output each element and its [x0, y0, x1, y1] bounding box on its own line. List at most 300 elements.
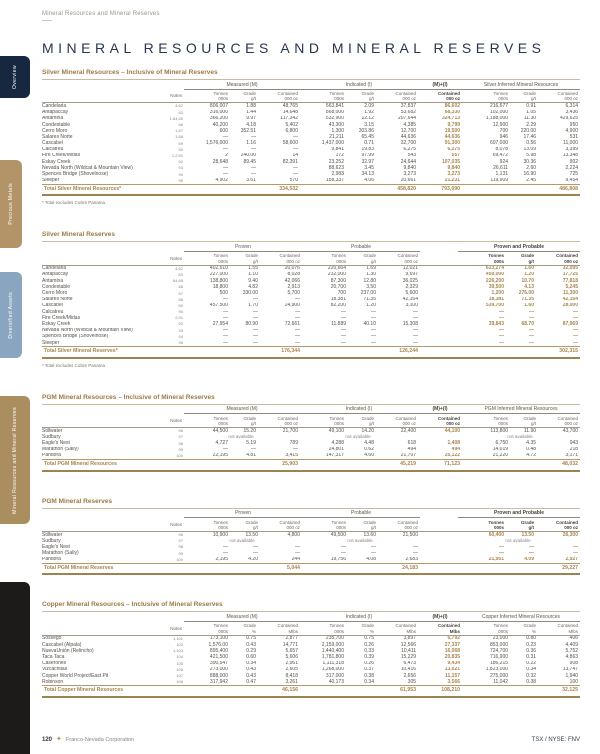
value-cell: 20,835 [444, 654, 461, 660]
data-table [42, 611, 580, 697]
value-cell: 10.70 [521, 278, 534, 284]
value-cell: 2,605 [285, 666, 298, 673]
value-cell: 37,837 [400, 102, 417, 109]
value-cell: 1,131 [495, 171, 509, 177]
column-header: Contained 000 oz [536, 518, 580, 532]
total-value [506, 347, 536, 358]
value-cell: 21,707 [400, 452, 417, 459]
total-row [42, 686, 580, 697]
value-cell: — [223, 327, 228, 334]
value-cell: 724,700 [489, 648, 509, 654]
value-cell: 40.10 [363, 321, 376, 327]
value-cell: 0.80 [526, 635, 537, 642]
value-cell: — [251, 134, 256, 140]
row-notes: 98 [178, 440, 183, 446]
value-cell: 25,122 [444, 452, 461, 459]
value-cell: 0.43 [246, 672, 256, 679]
value-cell: 227,000 [209, 271, 228, 278]
total-label: Total Silver Mineral Reserves* [42, 347, 184, 358]
value-cell: 6,800 [285, 128, 298, 134]
total-value: 24,183 [378, 563, 420, 574]
column-header: Grade g/t [230, 251, 260, 265]
value-cell: 4.09 [524, 556, 534, 563]
row-name: Eagle's Nest [42, 440, 70, 447]
value-cell: 1,437,000 [321, 140, 344, 147]
row-notes: 66 [178, 284, 183, 290]
value-cell: 27,954 [212, 321, 228, 327]
value-cell: — [573, 327, 578, 334]
value-cell: 8,418 [285, 672, 298, 679]
value-cell: — [251, 165, 256, 171]
value-cell: — [529, 327, 534, 334]
value-cell: 107,035 [441, 159, 461, 165]
row-name: Calcatreu [42, 309, 64, 315]
value-cell: 3,399 [565, 146, 579, 153]
value-cell: — [573, 333, 578, 340]
row-name: Sleeper [42, 177, 60, 184]
column-header: Contained 000 oz [536, 251, 580, 265]
row-name: Calcatreu [42, 146, 64, 153]
column-group-header: Indicated (I) [300, 612, 418, 622]
value-cell: 220.00 [520, 128, 537, 134]
value-cell: 0.34 [246, 660, 256, 667]
value-cell: 1.55 [248, 265, 258, 272]
total-value [510, 686, 538, 697]
value-cell: 0.36 [526, 648, 537, 654]
row-notes: 95 [178, 177, 183, 183]
total-value [346, 460, 376, 471]
total-value [510, 460, 538, 471]
total-value [300, 184, 346, 195]
value-cell: 316,000 [209, 109, 228, 116]
sidebar-tab-mineral-resources-and-mineral-reserves [0, 396, 30, 524]
value-cell: 1.30 [366, 271, 376, 278]
value-cell: 100 [569, 679, 579, 685]
page-footer [42, 736, 580, 743]
value-cell: 276.00 [518, 290, 534, 297]
value-cell: — [293, 146, 298, 153]
column-header: Tonnes 000s [184, 518, 230, 532]
value-cell: 895,400 [209, 648, 228, 654]
column-group-header: Measured (M) [184, 80, 300, 90]
value-cell: 235,700 [325, 635, 344, 642]
value-cell: 11,300 [562, 290, 578, 297]
value-cell: — [371, 333, 376, 340]
total-label: Total Silver Mineral Resources* [42, 184, 184, 195]
column-group-header: (M)+(I) [418, 404, 462, 414]
value-cell: 18,381 [488, 296, 504, 303]
section-title: PGM Mineral Reserves [42, 497, 113, 505]
column-header: Contained Mlbs [418, 621, 462, 635]
total-label: Total Copper Mineral Resources [42, 686, 184, 697]
value-cell: 2 [225, 152, 228, 159]
value-cell: 3,436 [565, 109, 579, 116]
row-notes: 96 [178, 428, 183, 434]
value-cell: 543 [407, 152, 417, 159]
value-cell: 1,576.00 [208, 641, 228, 648]
value-cell: 2,656 [403, 672, 417, 679]
value-cell: 216,677 [489, 102, 509, 109]
value-cell: 42,164 [562, 296, 578, 303]
row-name: Stillwater [42, 427, 63, 434]
value-cell: 0.26 [364, 641, 374, 648]
value-cell: 32,700 [400, 140, 417, 147]
row-name: Sossego [42, 635, 62, 642]
section-title: Silver Mineral Resources – Inclusive of Mineral Reserves [42, 69, 218, 76]
value-cell: 17,725 [562, 271, 578, 278]
column-group-header: Proven and Probable [458, 508, 580, 518]
row-name: Spences Bridge (Shovelnose) [42, 333, 109, 340]
value-cell: — [223, 544, 228, 550]
value-cell: — [341, 339, 346, 346]
row-name: Condestable [42, 284, 71, 290]
value-cell: 71.35 [363, 296, 376, 303]
column-header: Contained 000 oz [258, 89, 300, 103]
value-cell: 6,792 [447, 635, 461, 642]
value-cell: — [499, 315, 504, 321]
value-cell: — [573, 309, 578, 315]
value-cell: 24,900 [284, 302, 300, 309]
value-cell: — [371, 327, 376, 334]
total-value [230, 563, 260, 574]
column-header: Contained 000 oz [418, 414, 462, 428]
value-cell: 3,897 [403, 635, 417, 642]
value-cell: — [413, 544, 418, 550]
value-cell: 207,644 [397, 115, 417, 122]
value-cell: 9,841 [331, 146, 344, 153]
notes-column-header: Notes [42, 621, 184, 635]
column-header: Tonnes 000s [462, 621, 510, 635]
value-cell: 531 [569, 134, 579, 140]
row-notes: 105 [176, 660, 183, 666]
value-cell: — [253, 333, 258, 340]
value-cell: 4.06 [364, 177, 374, 184]
value-cell: 218 [569, 446, 579, 453]
total-value: 45,219 [376, 460, 418, 471]
value-cell: — [223, 446, 228, 453]
row-notes: 1,2,91 [171, 152, 183, 158]
row-name: Copper World Project/East Pit [42, 672, 109, 679]
value-cell: 500 [219, 290, 228, 297]
column-header: Tonnes 000s [458, 518, 506, 532]
column-group-header: Measured (M) [184, 404, 300, 414]
value-cell: 244 [291, 556, 300, 563]
value-cell: 89.45 [243, 159, 256, 165]
value-cell: 1,440,400 [321, 648, 344, 654]
row-name: Cascabel [42, 140, 63, 147]
value-cell: — [295, 296, 300, 303]
value-cell: 0.43 [246, 641, 256, 648]
value-cell: 0.26 [364, 660, 374, 667]
value-cell: 0.38 [364, 672, 374, 679]
value-cell: 49,100 [328, 427, 344, 434]
not-available-cell: not available [229, 538, 255, 543]
value-cell: 700 [337, 290, 346, 297]
total-value [462, 686, 510, 697]
value-cell: — [573, 339, 578, 346]
table-row [42, 428, 580, 435]
value-cell: 12,566 [400, 641, 417, 648]
value-cell: 402,610 [209, 265, 228, 272]
value-cell: 9,799 [447, 121, 461, 128]
value-cell: 68.70 [521, 321, 534, 327]
column-group-header: (M)+(I) [418, 80, 462, 90]
total-value [230, 686, 258, 697]
value-cell: 5,657 [285, 648, 298, 654]
column-header: Tonnes 000s [300, 414, 346, 428]
value-cell: 1,200 [491, 290, 504, 297]
value-cell: 1.88 [246, 102, 256, 109]
table-row [42, 103, 580, 110]
row-name: Salares Norte [42, 134, 73, 140]
data-table [42, 508, 580, 576]
value-cell: 13.09 [523, 146, 537, 153]
row-notes: 69 [178, 140, 183, 146]
column-header: Grade g/t [506, 518, 536, 532]
value-cell: — [341, 315, 346, 321]
value-cell: 4.81 [246, 452, 256, 459]
total-value [184, 686, 230, 697]
row-name: Fire Creek/Midas [42, 315, 81, 321]
value-cell: 2,195 [215, 556, 228, 563]
notes-column-header: Notes [42, 89, 184, 103]
value-cell: 6,275 [403, 146, 417, 153]
value-cell: 44,500 [212, 427, 228, 434]
column-header: Contained 000 oz [418, 89, 462, 103]
value-cell: 173,100 [209, 635, 228, 642]
total-value [462, 460, 510, 471]
value-cell: — [413, 315, 418, 321]
value-cell: 2,683 [405, 556, 418, 563]
value-cell: 4.82 [248, 284, 258, 290]
total-value: 48,032 [538, 460, 580, 471]
value-cell: 8,028 [287, 271, 300, 278]
not-available-cell: not available [228, 434, 254, 440]
column-header: Grade % [510, 621, 538, 635]
value-cell: 23,252 [328, 159, 344, 165]
row-name: Nevada North (Wildcat & Mountain View) [42, 327, 133, 334]
value-cell: — [293, 165, 298, 171]
value-cell: 0.34 [526, 666, 537, 673]
column-header: Grade g/t [348, 251, 378, 265]
value-cell: 11.90 [523, 427, 537, 434]
column-header: Grade g/t [510, 414, 538, 428]
column-group-header: Indicated (I) [300, 80, 418, 90]
value-cell: 4,863 [565, 654, 579, 660]
footer-left [42, 736, 134, 743]
row-notes: 99 [178, 446, 183, 452]
value-cell: 3.45 [364, 165, 374, 171]
value-cell: 9.40 [248, 278, 258, 284]
total-value [510, 184, 538, 195]
total-value [346, 184, 376, 195]
value-cell: 618 [407, 440, 417, 447]
value-cell: 3,100 [405, 302, 418, 309]
row-name: Condestable [42, 121, 71, 128]
value-cell: 406 [569, 635, 579, 642]
column-header: Grade % [346, 621, 376, 635]
row-notes: 108 [176, 679, 183, 685]
column-header: Contained Mlbs [258, 621, 300, 635]
row-name: Cerro Moro [42, 290, 68, 297]
value-cell: 4.60 [364, 452, 374, 459]
value-cell: 716,900 [489, 654, 509, 660]
value-cell: — [253, 327, 258, 334]
value-cell: — [529, 550, 534, 557]
value-cell: 2.09 [364, 102, 374, 109]
table-footnote: * Total excludes Cobre Panama [42, 362, 105, 368]
value-cell: — [499, 544, 504, 550]
column-group-header: Indicated (I) [300, 404, 418, 414]
column-header: Grade g/t [346, 89, 376, 103]
column-header: Contained Mlbs [538, 621, 580, 635]
value-cell: 232,000 [327, 271, 346, 278]
table-footnote: * Total excludes Cobre Panama [42, 200, 105, 206]
value-cell: 3.15 [364, 121, 374, 128]
value-cell: 0.37 [364, 666, 374, 673]
sidebar-tab-diversified-assets [0, 272, 22, 358]
value-cell: 20,076 [284, 265, 300, 272]
value-cell: 317,000 [325, 672, 344, 679]
value-cell: — [499, 550, 504, 557]
column-header: Grade g/t [230, 414, 258, 428]
value-cell: 0.39 [364, 654, 374, 660]
column-header: Tonnes 000s [184, 621, 230, 635]
breadcrumb-rule [42, 20, 52, 21]
value-cell: — [499, 327, 504, 334]
value-cell: 570 [289, 177, 298, 184]
company-name: Franco-Nevada Corporation [65, 736, 135, 743]
value-cell: — [341, 309, 346, 315]
total-value [302, 347, 348, 358]
value-cell: 908 [569, 660, 579, 667]
value-cell: — [413, 339, 418, 346]
stock-ticker: TSX / NYSE: FNV [531, 736, 580, 743]
value-cell: 138,800 [209, 278, 228, 284]
column-header: Contained 000 oz [376, 89, 418, 103]
column-header: Grade g/t [510, 89, 538, 103]
value-cell: 19.83 [361, 146, 374, 153]
row-notes: 1,103 [172, 648, 183, 654]
value-cell: — [251, 446, 256, 453]
value-cell: 3,261 [285, 679, 298, 685]
value-cell: 1,111,318 [322, 660, 344, 667]
column-group-header: Silver Inferred Mineral Resources [462, 80, 580, 90]
value-cell: 5,752 [565, 648, 579, 654]
row-name: Antapaccay [42, 109, 69, 116]
value-cell: — [371, 309, 376, 315]
value-cell: — [573, 544, 578, 550]
sidebar-tab-label: Mineral Resources and Mineral Reserves [12, 406, 18, 514]
notes-column-header: Notes [42, 251, 184, 265]
value-cell: 1,300 [331, 128, 344, 134]
total-row [42, 563, 580, 574]
row-name: Fire Creek/Midas [42, 152, 81, 159]
value-cell: 317,942 [209, 679, 228, 685]
row-notes: 92 [178, 321, 183, 327]
value-cell: 1,188,000 [485, 115, 509, 122]
value-cell: 494 [407, 446, 417, 453]
value-cell: 924 [499, 159, 509, 165]
total-value [348, 347, 378, 358]
value-cell: 72,661 [284, 321, 300, 327]
value-cell: 237.00 [360, 290, 376, 297]
total-value: 458,820 [376, 184, 418, 195]
row-notes: 90 [178, 309, 183, 315]
value-cell: — [413, 333, 418, 340]
column-group-header: Measured (M) [184, 612, 300, 622]
value-cell: — [253, 550, 258, 557]
row-notes: 63 [178, 109, 183, 115]
value-cell: 0.43 [246, 666, 256, 673]
value-cell: 1.60 [524, 265, 534, 272]
value-cell: 2,913 [287, 284, 300, 290]
value-cell: — [223, 146, 228, 153]
value-cell: — [341, 333, 346, 340]
value-cell: 0.75 [364, 635, 374, 642]
value-cell: 6,750 [495, 440, 509, 447]
value-cell: 14,771 [282, 641, 298, 648]
value-cell: 4.35 [526, 440, 537, 447]
row-name: Marathon (Sally) [42, 446, 79, 453]
value-cell: 1.10 [248, 271, 258, 278]
row-notes: 102 [176, 642, 183, 648]
value-cell: 0.22 [526, 660, 537, 667]
value-cell: 226,200 [485, 278, 504, 284]
value-cell: — [223, 333, 228, 340]
table-row [42, 531, 580, 538]
value-cell: — [223, 134, 228, 140]
sidebar-tab-label: Diversified Assets [8, 291, 14, 339]
value-cell: 3,171 [565, 452, 579, 459]
breadcrumb: Mineral Resources and Mineral Reserves [42, 11, 160, 17]
value-cell: 12,700 [400, 128, 417, 134]
value-cell: 40,200 [212, 121, 228, 128]
value-cell: 13.60 [363, 531, 376, 538]
value-cell: 82,391 [282, 159, 298, 165]
value-cell: 2,983 [331, 171, 344, 177]
row-name: NuevaUnión (Relincho) [42, 648, 94, 654]
row-name: Cascabel [42, 302, 63, 309]
franco-nevada-logo-icon: ✦ [56, 736, 62, 743]
row-name: Vizcachitas [42, 666, 68, 673]
column-header: Tonnes 000s [300, 621, 346, 635]
row-name: Sleeper [42, 339, 60, 346]
value-cell: — [253, 544, 258, 550]
value-cell: 429,625 [559, 115, 579, 122]
row-name: Spences Bridge (Shovelnose) [42, 171, 109, 177]
value-cell: 2.29 [526, 121, 537, 128]
value-cell: 2.45 [526, 177, 537, 184]
value-cell: 5.19 [246, 440, 256, 447]
value-cell: 352.51 [240, 128, 256, 134]
value-cell: 3,566 [447, 679, 461, 685]
value-cell: — [573, 315, 578, 321]
notes-column-header: Notes [42, 518, 184, 532]
row-notes: 67 [178, 290, 183, 296]
value-cell: 21,231 [444, 177, 461, 184]
value-cell: 4,902 [215, 177, 228, 184]
value-cell: 0.38 [526, 679, 537, 685]
value-cell: 9,434 [447, 660, 461, 667]
row-notes: 4,62 [175, 265, 183, 271]
column-group-header: (M)+(I) [418, 612, 462, 622]
value-cell: 40,173 [328, 679, 344, 685]
row-notes: 1,67 [175, 128, 183, 134]
value-cell: 172 [335, 152, 344, 159]
value-cell: 27,337 [444, 641, 461, 648]
row-notes: 95 [178, 340, 183, 346]
